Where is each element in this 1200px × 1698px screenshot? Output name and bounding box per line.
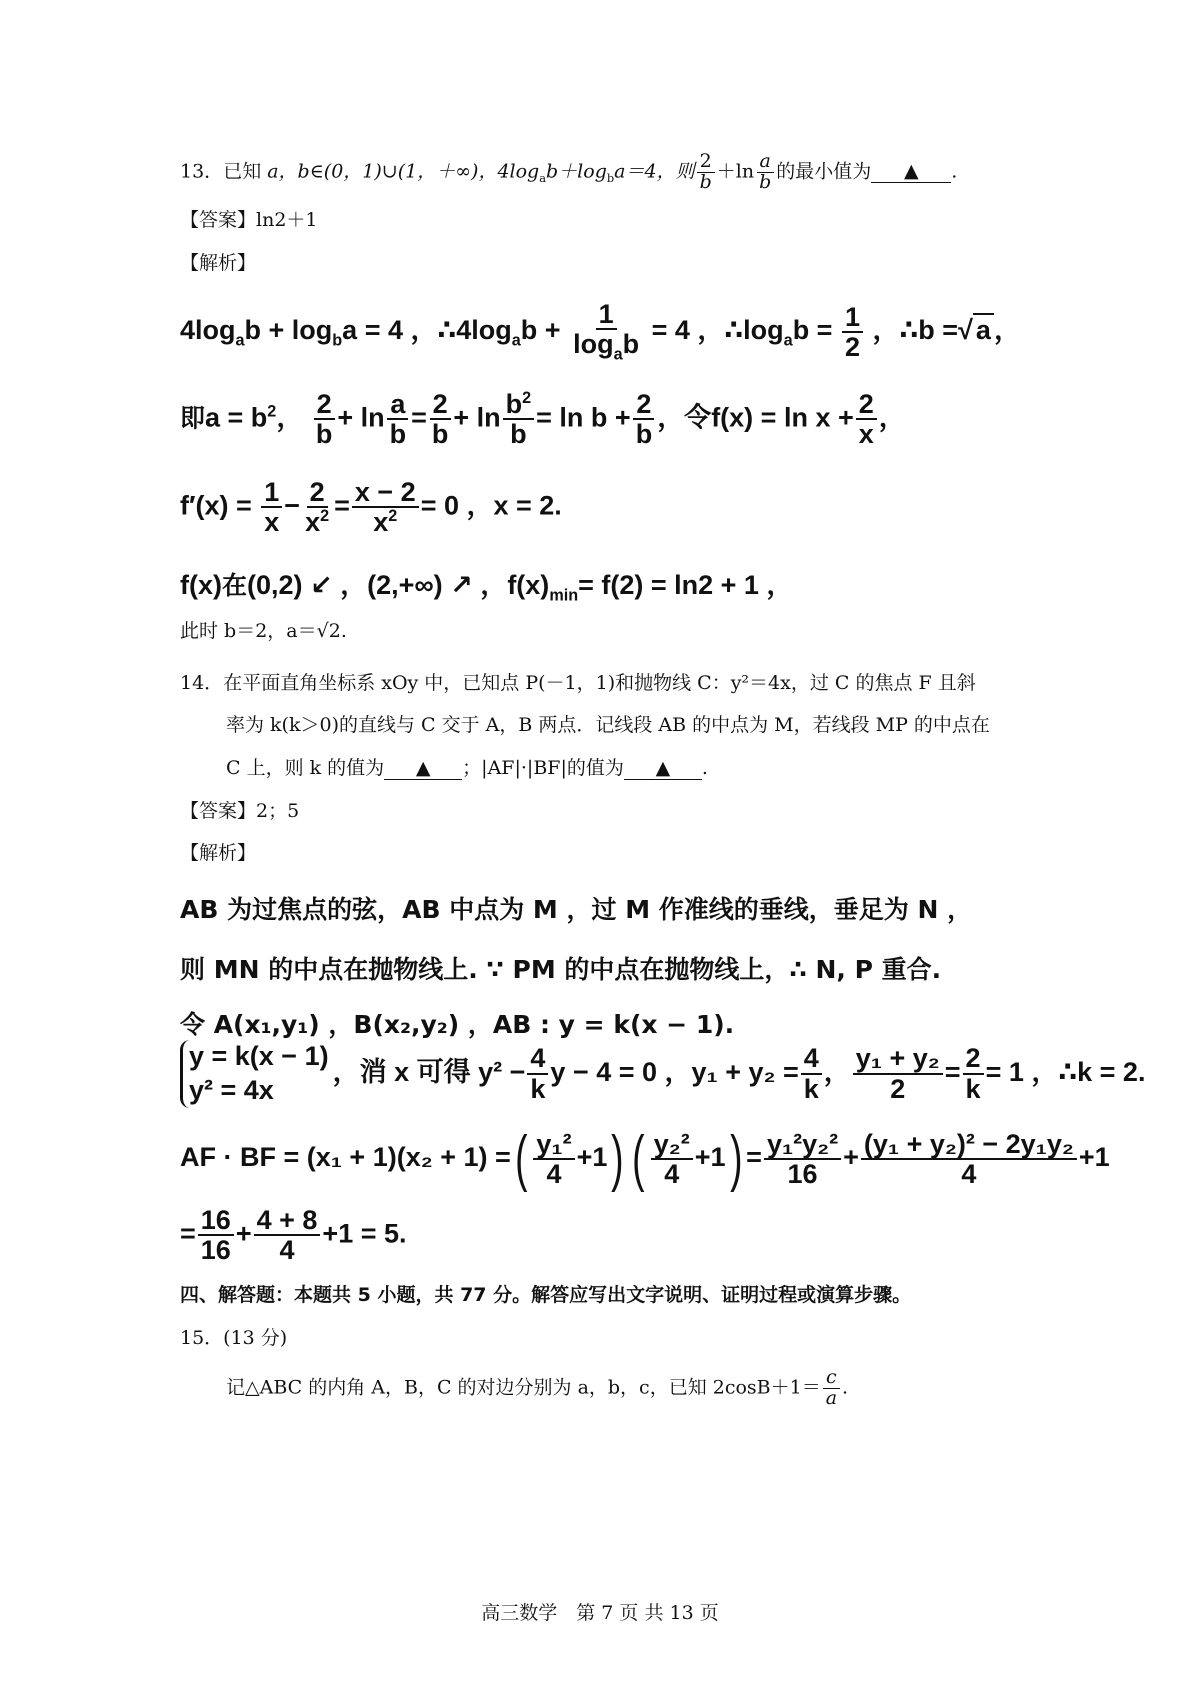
q14-solution-line-5: AF · BF = (x₁ + 1)(x₂ + 1) =( $\frac{\text{y₁²}}{4}$ +1) ( $\frac{\text{y₂²}}{4}$ +1) = $\frac{\text{y₁²y₂²}}{16}$ + $\frac{\text{(y₁ + y₂)² − 2y₁y₂}}{4}$ +1 — [180, 1124, 1110, 1193]
fraction: $\frac{a}{b}$ — [756, 152, 774, 193]
fraction: $\frac{2}{b}$ — [429, 390, 452, 449]
q14-analysis-label: 【解析】 — [180, 842, 257, 864]
section-heading: 四、解答题：本题共 5 小题，共 77 分。解答应写出文字说明、证明过程或演算步骤。 — [180, 1284, 912, 1306]
q15-stem: 记△ABC 的内角 A，B，C 的对边分别为 a，b，c，已知 2cosB＋1＝ $\frac{c}{a}$ . — [226, 1366, 849, 1409]
q13-solution-line-1: $4\log_ab + \log_ba = 4$ ，$\therefore 4\log_ab$ + $\frac{1}{\log_ab}$ = 4 ，$\therefore\log_ab$ = $\frac{1}{2}$ ，∴b =√ a ， — [180, 299, 1021, 364]
q14-answer: 【答案】2；5 — [180, 800, 300, 822]
fraction: $\frac{2}{b}$ — [697, 152, 715, 193]
sqrt-symbol: √ — [958, 314, 973, 345]
fraction: $\frac{4}{k}$ — [801, 1044, 822, 1103]
fraction: $\frac{\text{y₁ + y₂}}{2}$ — [853, 1044, 943, 1103]
fraction: $\frac{\text{y₁²}}{4}$ — [533, 1130, 574, 1189]
q13-solution-line-4: f(x)在(0,2) ↙ ，(2,+∞) ↗ ，$f(x)_{min}= f(2) = \ln 2 + 1$ ， — [180, 570, 794, 605]
fraction: $\frac{\text{y₁²y₂²}}{16}$ — [764, 1130, 841, 1189]
fraction: $\frac{16}{16}$ — [198, 1206, 234, 1265]
equation-system: y = k(x − 1) y² = 4x — [180, 1040, 329, 1108]
fraction: $\frac{a}{b}$ — [387, 390, 410, 449]
q14-solution-line-1: AB 为过焦点的弦，AB 中点为 M ，过 M 作准线的垂线，垂足为 N ， — [180, 895, 973, 924]
q14-stem-line-1: 14．在平面直角坐标系 xOy 中，已知点 P(－1，1)和抛物线 C：y²＝4x，过 C 的焦点 F 且斜 — [180, 672, 976, 694]
q14-number: 14． — [180, 672, 224, 694]
fraction: $\frac{\text{y₂²}}{4}$ — [651, 1130, 693, 1189]
fraction: $\frac{2}{x^2}$ — [305, 477, 330, 538]
q13-number: 13． — [180, 160, 224, 183]
fraction: $\frac{x - 2}{x^2}$ — [352, 478, 419, 537]
q13-solution-line-5: 此时 b＝2，a＝√2. — [180, 620, 347, 642]
fraction: $\frac{4 + 8}{4}$ — [254, 1206, 321, 1265]
fraction: $\frac{1}{2}$ — [842, 303, 863, 362]
fraction: $\frac{2}{b}$ — [313, 390, 336, 449]
q15-number: 15．(13 分) — [180, 1327, 288, 1349]
q13-analysis-label: 【解析】 — [180, 252, 257, 274]
page-footer: 高三数学 第 7 页 共 13 页 — [481, 1602, 719, 1624]
fraction: $\frac{4}{k}$ — [527, 1044, 548, 1103]
q13-solution-line-2: 即$a = b^2$， $\frac{2}{b}$ + ln $\frac{a}{b}$ = $\frac{2}{b}$ + ln $\frac{b^2}{b}$ = ln b + $\frac{2}{b}$ ，令f(x) = ln x + $\frac{2}{x}$ ， — [180, 389, 906, 450]
fraction: $\frac{1}{x}$ — [261, 478, 282, 537]
fraction: $\frac{c}{a}$ — [823, 1368, 840, 1409]
fraction: $\frac{2}{b}$ — [633, 390, 656, 449]
q13-solution-line-3: f′(x) = $\frac{1}{x}$ − $\frac{2}{x^2}$ = $\frac{x - 2}{x^2}$ = 0 ，x = 2. — [180, 477, 562, 538]
fraction: $\frac{2}{x}$ — [856, 390, 877, 449]
q14-solution-line-3: 令 A(x₁,y₁) ，B(x₂,y₂) ，AB : y = k(x − 1). — [180, 1010, 735, 1039]
answer-blank: ▲ — [384, 757, 462, 780]
fraction: $\frac{\text{(y₁ + y₂)² − 2y₁y₂}}{4}$ — [861, 1130, 1077, 1189]
q14-stem-line-3: C 上，则 k 的值为 ▲ ；|AF|·|BF|的值为 ▲ . — [226, 757, 708, 779]
answer-blank: ▲ — [871, 160, 951, 183]
fraction: $\frac{1}{\log_ab}$ — [573, 299, 640, 364]
fraction: $\frac{2}{k}$ — [963, 1044, 984, 1103]
q13-answer: 【答案】ln2＋1 — [180, 209, 318, 231]
q14-solution-line-6: = $\frac{16}{16}$ + $\frac{4 + 8}{4}$ +1 = 5. — [180, 1205, 407, 1266]
answer-blank: ▲ — [624, 757, 702, 780]
fraction: $\frac{b^2}{b}$ — [503, 390, 535, 449]
q14-solution-line-2: 则 MN 的中点在抛物线上. ∵ PM 的中点在抛物线上，∴ N, P 重合. — [180, 955, 942, 984]
q14-stem-line-2: 率为 k(k＞0)的直线与 C 交于 A，B 两点．记线段 AB 的中点为 M，若线段 MP 的中点在 — [226, 714, 990, 736]
q13-stem: 13．已知 a，b∈(0，1)∪(1，＋∞)，$4\log_ab+\log_ba=4$，则 $\frac{2}{b}$ ＋ln $\frac{a}{b}$ 的最小值为 ▲ . — [180, 150, 958, 193]
q14-solution-line-4: y = k(x − 1) y² = 4x ，消 x 可得 y² − $\frac{4}{k}$ y − 4 = 0 ，y₁ + y₂ = $\frac{4}{k}$ ， $\frac{\text{y₁ + y₂}}{2}$ = $\frac{2}{k}$ = 1 ，∴k = 2. — [180, 1040, 1145, 1108]
